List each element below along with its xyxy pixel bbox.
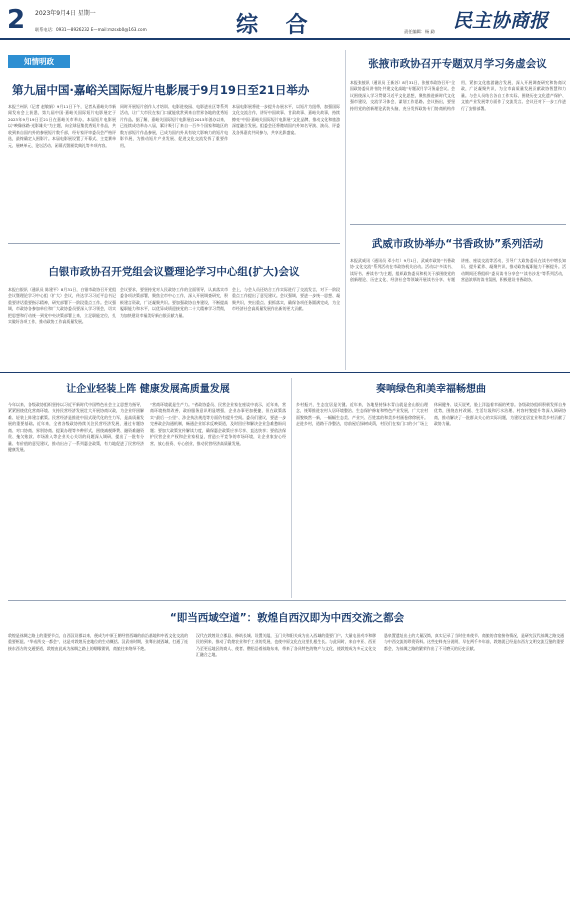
section-title: 综 合 bbox=[236, 12, 318, 38]
column-tag-label: 知情明政 bbox=[24, 57, 54, 66]
headline-dunhuang: “即当西域空道”：敦煌自西汉即为中西交流之都会 bbox=[169, 612, 405, 624]
column-tag bbox=[8, 55, 70, 68]
wuwei-body: 本报武威讯（通讯员 邓小红）9月1日，武威市政协“书香政协·文化交流”系列活动在市政协机关启动。活动以“多读书、读好书、善读书”为主题，组织政协委员和机关干部围绕党的创新理论、历史文化、经济社会等领域开展读书分享、专题讲座、座谈交流等活动，引导广大政协委员在读书中增长知识、提升素养、凝聚共识，推动政协履职能力不断提升。活动期间还将组织“委员读书分享会”“读书沙龙”等系列活动，营造浓厚的读书氛围，积极建设书香政协。 bbox=[350, 258, 566, 283]
divider bbox=[8, 243, 340, 244]
baiyin-col-1: 本报白银讯（通讯员 陈建平）8月31日，白银市政协召开党组会议暨理论学习中心组（扩大）会议，传达学习习近平总书记重要讲话重要指示精神，研究部署下一阶段重点工作。会议强调，市政协各参加单位和广大政协委员要深入学习领会，切实把思想和行动统一到党中央决策部署上来，立足职能定位，扎实做好各项工作，推动政协工作高质量发展。 bbox=[8, 287, 116, 325]
issue-date: 2023年9月4日 星期一 bbox=[35, 10, 96, 17]
section-rule bbox=[0, 372, 570, 373]
headline-green-village: 奏响绿色和美幸福畅想曲 bbox=[376, 384, 486, 395]
dunhuang-col-1: 敦煌是丝绸之路上的重要节点，自西汉设郡以来，便成为中原王朝经营西域的前沿基地和中西文化交流的重要枢纽。“华戎所交一都会”，这是对敦煌历史地位的生动概括。汉武帝时期，张骞出使西域，打通了连接东西方的交通要道，敦煌由此成为丝绸之路上的咽喉锁钥，商旅往来络绎不绝。 bbox=[8, 633, 188, 651]
zhangye-body: 本报张掖讯（通讯员 王新苏）8月31日，张掖市政协召开“全国政协委员讲书院·共建文化高地”专题双月学习务虚会议。会议围绕深入学习贯彻习近平文化思想，聚焦推进新时代文化强市建设，交流学习体会，谋划工作思路。会议指出，要坚持用党的创新理论武装头脑，充分发挥政协专门协商机构作用，紧扣文化旅游融合发展，深入开展调查研究和协商议政，广泛凝聚共识，为全市高质量发展贡献政协智慧和力量。与会人员结合各自工作实际，围绕历史文化遗产保护、文旅产业发展等方面作了交流发言。会议还对下一步工作进行了安排部署。 bbox=[350, 80, 566, 111]
editor-line: 责任编辑：杨 勐 bbox=[404, 29, 435, 34]
page-number: 2 bbox=[7, 5, 26, 35]
header-rule bbox=[0, 38, 570, 40]
enterprises-col-1: 今年以来，各级政协组织坚持以习近平新时代中国特色社会主义思想为指导，紧紧围绕优化营商环境、支持民营经济发展壮大开展协商议政，为企业纾困解难、轻装上阵建言献策。民营经济是推进中国式现代化的生力军，是高质量发展的重要基础。近年来，全省各级政协持续关注民营经济发展，通过专题协商、对口协商、界别协商、提案办理等多种形式，围绕减税降费、融资难融资贵、拖欠账款、市场准入等企业关心关切的问题深入调研，提出了一批有分量、有价值的意见建议，推动出台了一系列惠企政策，有力地促进了民营经济健康发展。 bbox=[8, 402, 144, 453]
dunhuang-col-3: 悬泉置遗址出土的大量汉简，真实记录了当时往来使节、商旅的食宿接待情况，是研究汉代丝绸之路交通与中西交流的珍贵资料。这些史料充分说明，早在两千多年前，敦煌就已经是东西方文明交流互鉴的重要都会，为丝绸之路的繁荣作出了不可磨灭的历史贡献。 bbox=[384, 633, 564, 651]
dunhuang-col-2: 汉代在敦煌设立郡县、修筑长城、设置关隘，玉门关和阳关成为出入西域的重要门户。大量屯田戍卒和移民的到来，推动了敦煌农业和手工业的发展，也使中原文化在这里扎根生长。与此同时，来自中亚、西亚乃至更远地区的商人、使者、僧侣沿着丝路东来，带来了各具特色的物产与文化，使敦煌成为多元文化交汇融合之地。 bbox=[196, 633, 376, 658]
divider bbox=[8, 600, 566, 601]
headline-film-festival: 第九届中国·嘉峪关国际短片电影展于9月19日至21日举办 bbox=[12, 83, 310, 97]
film-festival-col-1: 本报兰州讯（记者 赵敏娟）9月11日下午，记者从嘉峪关市新闻发布会上获悉，第九届中国·嘉峪关国际短片电影展定于2023年9月19日至21日在嘉峪关市举办。本届短片电影展以“映像丝路·光影雄关”为主题，向全球征集优秀短片作品，共收到来自国内外的参展短片数千部，经专家评审委员会严格评选，最终确定入围影片。本届电影展设置了开幕式、主竞赛单元、展映单元、论坛活动、闭幕式暨颁奖典礼等多项内容。 bbox=[8, 104, 116, 148]
film-festival-col-3: 本届电影展将进一步提升办展水平，以短片为纽带，加强国际文化交流合作，讲好中国故事、甘肃故事、嘉峪关故事，持续擦亮“中国·嘉峪关国际短片电影展”文化品牌，推动文化和旅游深度融合发展。组委会还将邀请国内外知名导演、演员、评委及各界嘉宾共同参与，共享光影盛宴。 bbox=[232, 104, 340, 135]
newspaper-logo: 民主协商报 bbox=[453, 10, 549, 32]
column-separator bbox=[345, 50, 346, 370]
headline-wuwei: 武威市政协举办“书香政协”系列活动 bbox=[371, 238, 544, 250]
baiyin-col-2: 会议要求，要坚持党对人民政协工作的全面领导，认真落实市委各项决策部署，聚焦全市中心工作，深入开展调查研究，积极建言资政，广泛凝聚共识。要加强政协自身建设，不断提高履职能力和水平，以优异成绩迎接党的二十大精神学习贯彻，为加快建设幸福美好新白银贡献力量。 bbox=[120, 287, 228, 318]
headline-zhangye: 张掖市政协召开专题双月学习务虚会议 bbox=[368, 58, 547, 70]
column-separator bbox=[291, 378, 292, 598]
enterprises-col-2: “营商环境就是生产力。”省政协委员、民营企业家在座谈中表示，近年来，营商环境持续改善，政府服务意识明显增强，企业办事更加便捷，但在政策落实“最后一公里”、涉企执法规范等方面仍有提升空间。委员们建议，要进一步完善政企沟通机制，畅通企业诉求反映渠道，及时回应和解决企业急难愁盼问题；要加大政策宣传解读力度，确保惠企政策应享尽享、直达快享；要依法保护民营企业产权和企业家权益，营造公平竞争的市场环境，让企业家安心经营、放心投资、专心创业，推动民营经济高质量发展。 bbox=[150, 402, 286, 446]
baiyin-col-3: 会上，与会人员还结合工作实际进行了交流发言，对下一阶段重点工作提出了意见建议。会议强调，要进一步统一思想、凝聚共识，突出重点、狠抓落实，确保各项任务圆满完成，为全市经济社会高质量发展作出新的更大贡献。 bbox=[232, 287, 340, 312]
headline-enterprises: 让企业轻装上阵 健康发展高质量发展 bbox=[66, 384, 230, 395]
contact-line: 联系电话：0931—8926232 E—mail:mzsxb0@163.com bbox=[35, 27, 147, 32]
film-festival-col-2: 同时开展短片创作人才培训、电影进校园、电影进社区等系列活动，让广大市民在家门口就能欣赏到来自世界各地的优秀短片作品。据了解，嘉峪关国际短片电影展自2015年创办以来，已连续成功举办八届，累计吸引了来自一百多个国家和地区的数万部短片作品参展，已成为国内外具有较大影响力的短片电影节展，为推动短片产业发展、促进文化交流发挥了重要作用。 bbox=[120, 104, 228, 148]
headline-baiyin: 白银市政协召开党组会议暨理论学习中心组(扩大)会议 bbox=[48, 266, 300, 278]
green-village-body: 乡村振兴，生态宜居是关键。近年来，各地坚持绿水青山就是金山银山理念，统筹推进农村人居环境整治、生态保护修复和特色产业发展，广大农村面貌焕然一新，一幅幅生态美、产业兴、百姓富的和美乡村画卷徐徐展开。走进乡村，道路干净整洁，房前屋后绿树成荫，村民们在家门口的小广场上休闲健身、谈天说笑，脸上洋溢着幸福的笑容。各级政协组织积极发挥自身优势，围绕农村改厕、生活垃圾和污水治理、村容村貌提升等深入调研协商，推动解决了一批群众关心的实际问题，为建设宜居宜业和美乡村贡献了政协力量。 bbox=[296, 402, 566, 427]
divider bbox=[350, 224, 566, 225]
